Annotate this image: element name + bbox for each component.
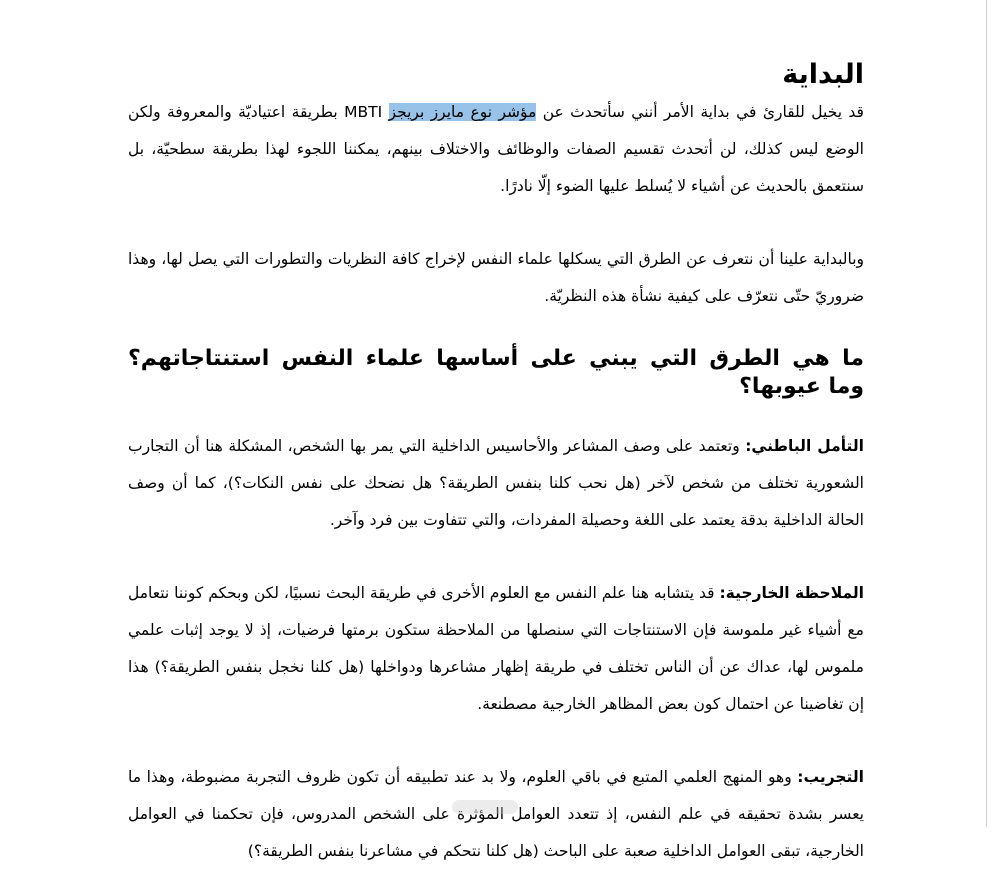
heading-intro: البداية bbox=[782, 59, 864, 90]
intro-paragraph-1 bbox=[128, 94, 864, 205]
method-paragraph-observation bbox=[128, 575, 864, 723]
document-body bbox=[128, 44, 864, 870]
paragraph-gap bbox=[128, 539, 864, 575]
heading-methods: ما هي الطرق التي يبني على أساسها علماء النفس استنتاجاتهم؟ وما عيوبها؟ bbox=[128, 345, 864, 400]
watermark-shape bbox=[452, 800, 518, 814]
paragraph-gap bbox=[128, 205, 864, 241]
selected-text[interactable]: مؤشر نوع مايرز بريجز bbox=[388, 102, 537, 121]
intro-p1-after: MBTI بطريقة اعتياديّة والمعروفة ولكن الوضع ليس كذلك، لن أتحدث تقسيم الصفات والوظائف والاختلاف بينهم، يمكننا اللجوء لهذا بطريقة سطحيّة، بل سنتعمق بالحديث عن أشياء لا يُسلط عليها الضوء إلّا نادرًا. bbox=[128, 102, 864, 195]
method-term: الملاحظة الخارجية: bbox=[719, 583, 864, 602]
method-text: وتعتمد على وصف المشاعر والأحاسيس الداخلية التي يمر بها الشخص، المشكلة هنا أن التجارب الشعورية تختلف من شخص لآخر (هل نحب كلنا بنفس الطريقة؟ هل نضحك على نفس النكات؟)، كما أن وصف الحالة الداخلية بدقة يعتمد على اللغة وحصيلة المفردات، والتي تتفاوت بين فرد وآخر. bbox=[128, 436, 864, 529]
paragraph-gap bbox=[128, 315, 864, 345]
method-text: وهو المنهج العلمي المتبع في باقي العلوم، ولا بد عند تطبيقه أن تكون ظروف التجربة مضبوطة، وهذا ما يعسر بشدة تحقيقه في علم النفس، إذ تتعدد العوامل المؤثرة على الشخص المدروس، فإن تحكمنا في العوامل الخارجية، تبقى العوامل الداخلية صعبة على الباحث (هل كلنا نتحكم في مشاعرنا بنفس الطريقة؟) bbox=[128, 767, 864, 860]
paragraph-gap bbox=[128, 723, 864, 759]
method-term: التأمل الباطني: bbox=[745, 436, 864, 455]
method-paragraph-introspection bbox=[128, 428, 864, 539]
page-edge bbox=[986, 0, 987, 827]
method-text: قد يتشابه هنا علم النفس مع العلوم الأخرى في طريقة البحث نسبيًا، لكن وبحكم كوننا نتعامل مع أشياء غير ملموسة فإن الاستنتاجات التي سنصلها من الملاحظة ستكون برمتها فرضيات، إذ لا يوجد إثبات علمي ملموس لها، عداك عن أن الناس تختلف في طريقة إظهار مشاعرها ودواخلها (هل كلنا نخجل بنفس الطريقة؟) هذا إن تغاضينا عن احتمال كون بعض المظاهر الخارجية مصطنعة. bbox=[128, 583, 864, 713]
intro-paragraph-2: وبالبداية علينا أن نتعرف عن الطرق التي يسكلها علماء النفس لإخراج كافة النظريات والتطورات التي يصل لها، وهذا ضروريّ حتّى نتعرّف على كيفية نشأة هذه النظريّة. bbox=[128, 249, 864, 305]
paragraph-gap bbox=[128, 402, 864, 428]
method-term: التجريب: bbox=[797, 767, 864, 786]
method-paragraph-experiment bbox=[128, 759, 864, 870]
intro-p1-before: قد يخيل للقارئ في بداية الأمر أنني سأتحدث عن bbox=[536, 102, 864, 121]
